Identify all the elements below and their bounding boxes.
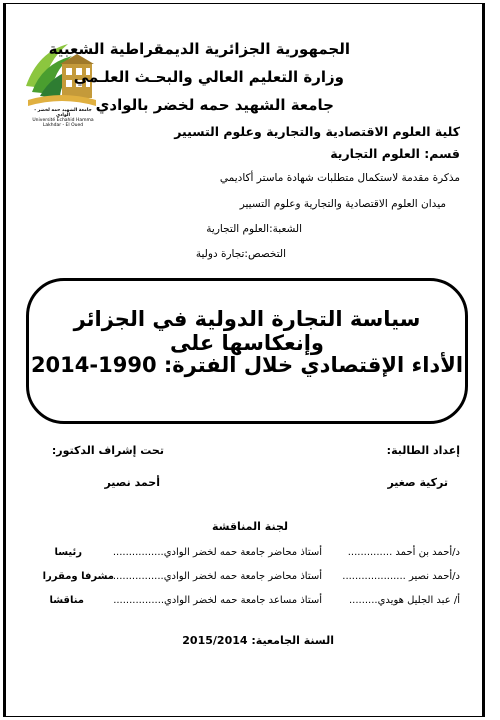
- logo-caption-en: Université Echahid Hamma Lakhdar - El Oued: [32, 118, 94, 128]
- department-line: قسم: العلوم التجارية: [330, 146, 460, 161]
- committee-member-title: أستاذ مساعد جامعة حمه لخضر الوادي................: [113, 595, 322, 606]
- academic-year-value: 2015/2014: [182, 634, 248, 647]
- ministry-line: وزارة التعليم العالي والبحـث العلـمي: [73, 68, 344, 86]
- student-name: تركية صغير: [387, 476, 448, 489]
- committee-member-role: مشرفا ومقررا: [42, 571, 114, 582]
- thesis-title-line-1: سياسة التجارة الدولية في الجزائر وإنعكاسها على: [73, 307, 421, 355]
- faculty-line: كلية العلوم الاقتصادية والتجارية وعلوم التسيير: [174, 124, 460, 139]
- committee-member-name: د/أحمد نصير ....................: [342, 571, 460, 582]
- supervisor-name: أحمد نصير: [104, 476, 160, 489]
- committee-member-role: مناقشا: [49, 595, 84, 606]
- memo-field: ميدان العلوم الاقتصادية والتجارية وعلوم التسيير: [239, 198, 446, 210]
- academic-year-label: السنة الجامعية:: [251, 634, 334, 647]
- logo-caption-ar: جامعة الشهيد حمه لخضر - الوادي: [34, 108, 92, 118]
- prepared-by-label: إعداد الطالبة:: [386, 444, 460, 457]
- university-line: جامعة الشهيد حمه لخضر بالوادي: [95, 96, 334, 114]
- committee-member-role: رئيسا: [54, 547, 82, 558]
- memo-purpose: مذكرة مقدمة لاستكمال متطلبات شهادة ماستر أكاديمي: [219, 172, 460, 184]
- committee-member-title: أستاذ محاضر جامعة حمه لخضر الوادي................: [112, 547, 322, 558]
- logo-caption: [30, 108, 96, 128]
- committee-member-name: أ/ عبد الجليل هويدي.........: [348, 595, 460, 606]
- thesis-title-line-2: الأداء الإقتصادي خلال الفترة: 1990-2014: [30, 353, 464, 377]
- supervisor-label: تحت إشراف الدكتور:: [51, 444, 164, 457]
- committee-member-title: أستاذ محاضر جامعة حمه لخضر الوادي................: [112, 571, 322, 582]
- academic-year: [182, 634, 334, 647]
- committee-heading: لجنة المناقشة: [211, 520, 288, 533]
- committee-member-name: د/أحمد بن أحمد ..............: [347, 547, 460, 558]
- memo-branch: الشعبة:العلوم التجارية: [206, 223, 302, 235]
- thesis-title-box: [26, 278, 468, 424]
- memo-specialty: التخصص:تجارة دولية: [195, 248, 286, 260]
- republic-line: الجمهورية الجزائرية الديمقراطية الشعبية: [48, 40, 350, 58]
